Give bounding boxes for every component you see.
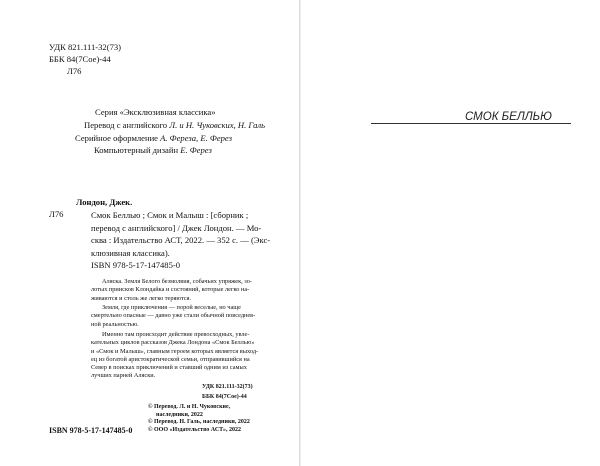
catalog-description — [91, 209, 270, 259]
catalog-mark: Л76 — [49, 209, 64, 219]
series-design-credit — [75, 134, 232, 143]
copyright-line: © Перевод. Л. и Н. Чуковские, — [148, 404, 231, 410]
isbn-footer: ISBN 978-5-17-147485-0 — [49, 426, 133, 435]
book-title: СМОК БЕЛЛЬЮ — [465, 111, 552, 123]
annotation-line: ной реальностью. — [91, 320, 139, 328]
annotation-line: Земля, где приключения — порой веселые, но чаще — [102, 304, 241, 311]
copyright-line: © Перевод. Н. Галь, наследники, 2022 — [148, 419, 250, 426]
annotation-line: лотых приисков Клондайка и состояний, которые легко на- — [91, 286, 250, 294]
catalog-line: перевод с английского] / Джек Лондон. — Мо- — [91, 222, 262, 233]
catalog-line: сква : Издательство АСТ, 2022. — 352 с. — (Экс- — [91, 235, 271, 246]
copyright-block — [148, 404, 250, 434]
annotation-line: Именно там происходит действие превосходных, увле- — [102, 331, 250, 338]
computer-design-credit — [94, 146, 212, 155]
series-line: Серия «Эксклюзивная классика» — [95, 107, 216, 117]
catalog-line: клюзивная классика). — [91, 247, 170, 258]
translators: Л. и Н. Чуковских, Н. Галь — [169, 120, 266, 130]
annotation-line: Аляска. Земля Белого безмолвия, собачьих упряжек, зо- — [102, 278, 253, 285]
annotation-line: ец из богатой аристократической семьи, отправившийся на — [91, 355, 250, 363]
catalog-isbn: ISBN 978-5-17-147485-0 — [91, 260, 181, 270]
translation-credit — [84, 121, 265, 130]
title-rule — [371, 123, 571, 124]
annotation-line: и «Смок и Малыш», главным героем которых является выход- — [91, 347, 259, 355]
computer-design-prefix: Компьютерный дизайн — [94, 145, 181, 155]
computer-designer: Е. Ферез — [180, 145, 212, 155]
bbk-code: ББК 84(7Сое)-44 — [49, 54, 111, 64]
annotation-paragraph — [91, 331, 258, 381]
annotation-paragraph — [91, 278, 252, 303]
annotation-paragraph — [91, 304, 255, 329]
annotation-line: кательных циклов рассказов Джека Лондона «Смок Беллью» — [91, 339, 255, 347]
author-mark: Л76 — [67, 66, 82, 76]
design-prefix: Серийное оформление — [75, 133, 161, 143]
annotation-line: живаются и столь же легко теряются. — [91, 294, 192, 302]
catalog-line: Смок Беллью ; Смок и Малыш : [сборник ; — [91, 210, 249, 220]
annotation-line: лучших парней Аляски. — [91, 372, 156, 380]
copyright-line: © ООО «Издательство АСТ», 2022 — [148, 426, 242, 433]
designers: А. Фереза, Е. Ферез — [160, 133, 232, 143]
udk-code: УДК 821.111-32(73) — [49, 42, 122, 52]
imprint-page — [0, 0, 299, 466]
annotation-line: смертельно опасные — давно уже стали обычной повседнев- — [91, 312, 256, 320]
title-page — [301, 0, 600, 466]
annotation-line: Север в поисках приключений и ставший одним из самых — [91, 364, 247, 372]
bbk-code-repeat: ББК 84(7Сое)-44 — [202, 394, 247, 400]
udk-code-repeat: УДК 821.111-32(73) — [202, 384, 253, 390]
copyright-line: наследники, 2022 — [156, 411, 203, 418]
translation-prefix: Перевод с английского — [84, 120, 170, 130]
catalog-author-heading: Лондон, Джек. — [76, 197, 133, 207]
